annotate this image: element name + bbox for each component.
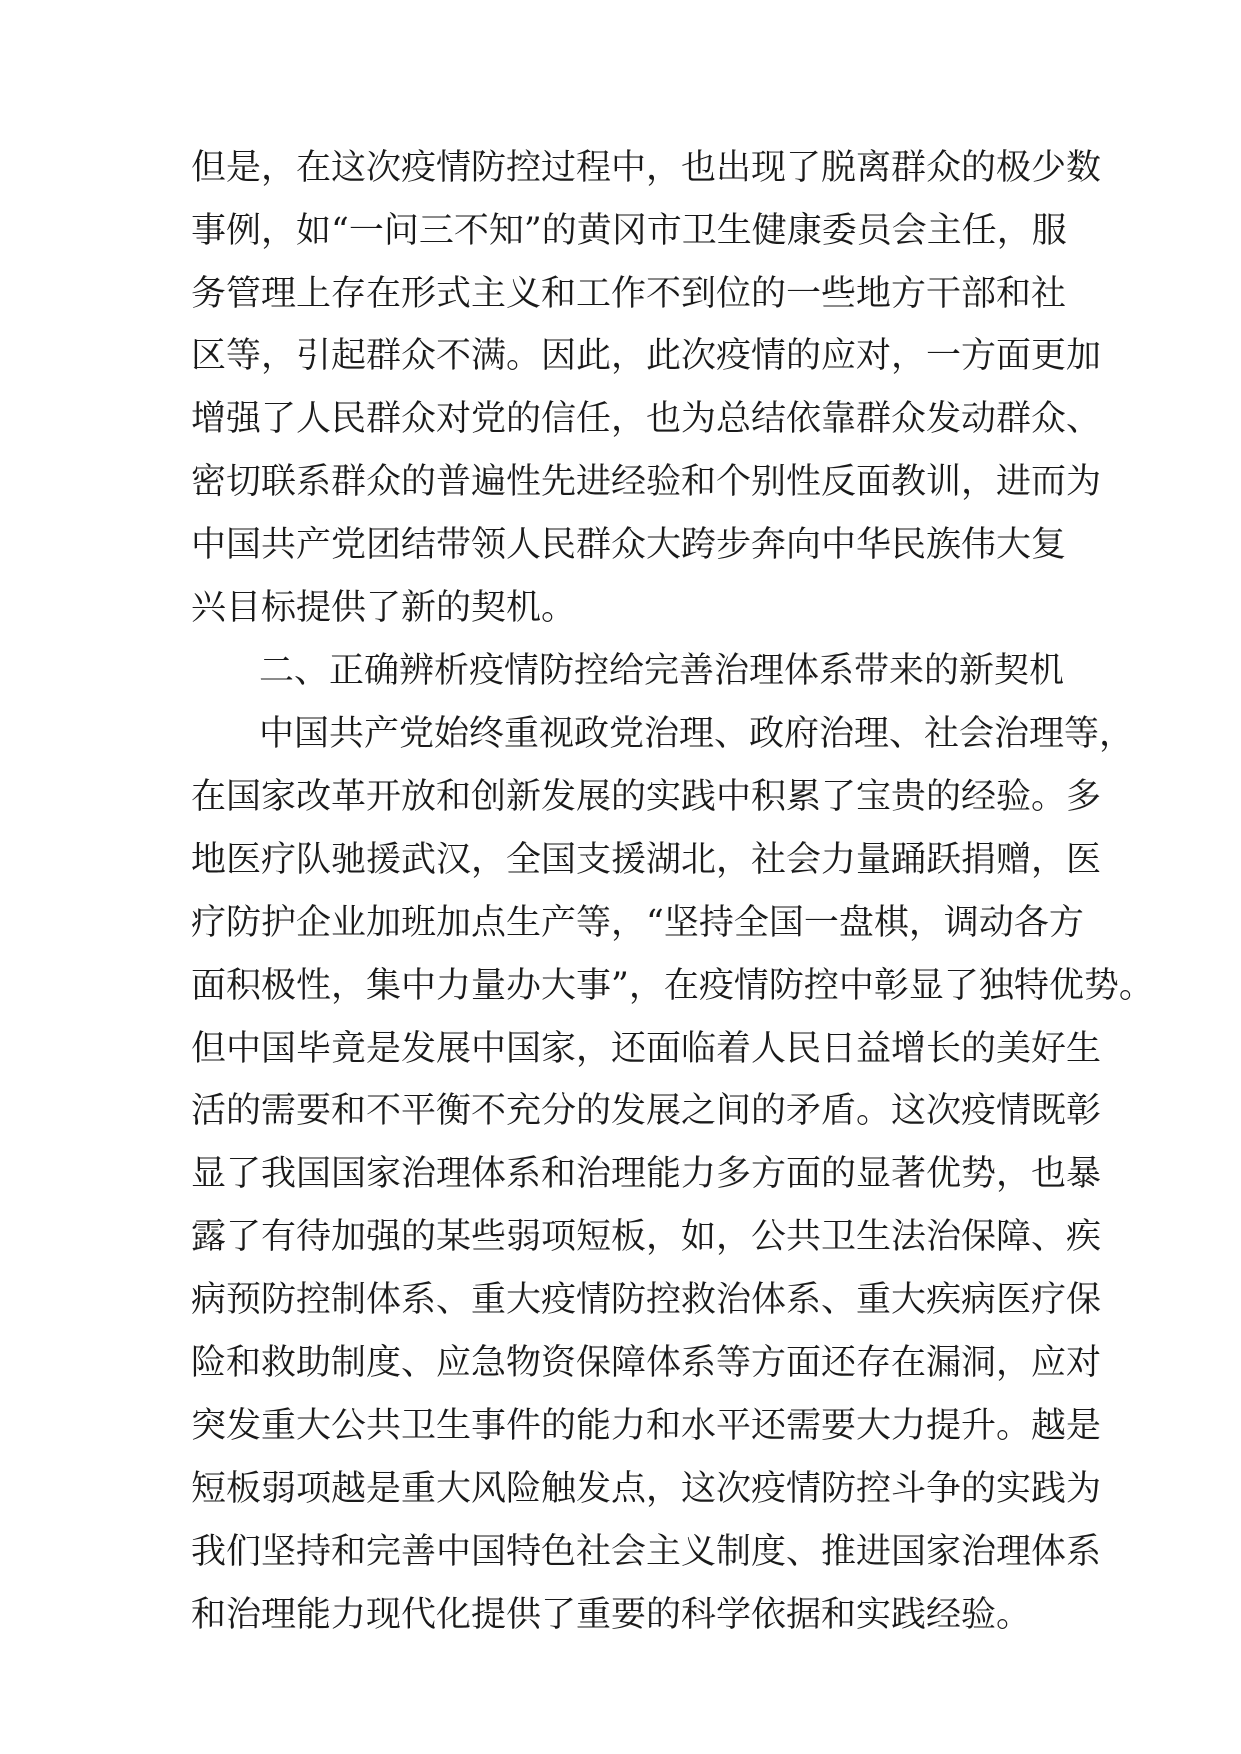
paragraph-2-line-6: 但中国毕竟是发展中国家，还面临着人民日益增长的美好生 xyxy=(191,1029,1102,1069)
paragraph-2-line-14: 我们坚持和完善中国特色社会主义制度、推进国家治理体系 xyxy=(191,1532,1102,1572)
paragraph-2-line-7: 活的需要和不平衡不充分的发展之间的矛盾。这次疫情既彰 xyxy=(191,1091,1102,1131)
paragraph-1-line-2: 事例，如“一问三不知”的黄冈市卫生健康委员会主任，服 xyxy=(191,211,1067,251)
paragraph-2-line-2: 在国家改革开放和创新发展的实践中积累了宝贵的经验。多 xyxy=(191,777,1102,817)
paragraph-2-line-1: 中国共产党始终重视政党治理、政府治理、社会治理等， xyxy=(259,714,1135,754)
paragraph-2-line-12: 突发重大公共卫生事件的能力和水平还需要大力提升。越是 xyxy=(191,1406,1102,1446)
paragraph-2-line-13: 短板弱项越是重大风险触发点，这次疫情防控斗争的实践为 xyxy=(191,1469,1102,1509)
paragraph-1-line-5: 增强了人民群众对党的信任，也为总结依靠群众发动群众、 xyxy=(191,399,1102,439)
section-heading: 二、正确辨析疫情防控给完善治理体系带来的新契机 xyxy=(259,651,1065,691)
paragraph-1-line-4: 区等，引起群众不满。因此，此次疫情的应对，一方面更加 xyxy=(191,336,1102,376)
paragraph-1-line-7: 中国共产党团结带领人民群众大跨步奔向中华民族伟大复 xyxy=(191,525,1067,565)
paragraph-2-line-15: 和治理能力现代化提供了重要的科学依据和实践经验。 xyxy=(191,1595,1032,1635)
paragraph-1-line-1: 但是，在这次疫情防控过程中，也出现了脱离群众的极少数 xyxy=(191,148,1102,188)
paragraph-2-line-8: 显了我国国家治理体系和治理能力多方面的显著优势，也暴 xyxy=(191,1154,1102,1194)
paragraph-1-line-6: 密切联系群众的普遍性先进经验和个别性反面教训，进而为 xyxy=(191,462,1102,502)
paragraph-2-line-10: 病预防控制体系、重大疫情防控救治体系、重大疾病医疗保 xyxy=(191,1280,1102,1320)
paragraph-2-line-3: 地医疗队驰援武汉，全国支援湖北，社会力量踊跃捐赠，医 xyxy=(191,840,1102,880)
paragraph-2-line-11: 险和救助制度、应急物资保障体系等方面还存在漏洞，应对 xyxy=(191,1343,1102,1383)
paragraph-1-line-3: 务管理上存在形式主义和工作不到位的一些地方干部和社 xyxy=(191,274,1067,314)
paragraph-2-line-5: 面积极性，集中力量办大事”，在疫情防控中彰显了独特优势。 xyxy=(191,966,1154,1006)
paragraph-1-line-8: 兴目标提供了新的契机。 xyxy=(191,588,577,628)
paragraph-2-line-4: 疗防护企业加班加点生产等，“坚持全国一盘棋，调动各方 xyxy=(191,903,1084,943)
paragraph-2-line-9: 露了有待加强的某些弱项短板，如，公共卫生法治保障、疾 xyxy=(191,1217,1102,1257)
